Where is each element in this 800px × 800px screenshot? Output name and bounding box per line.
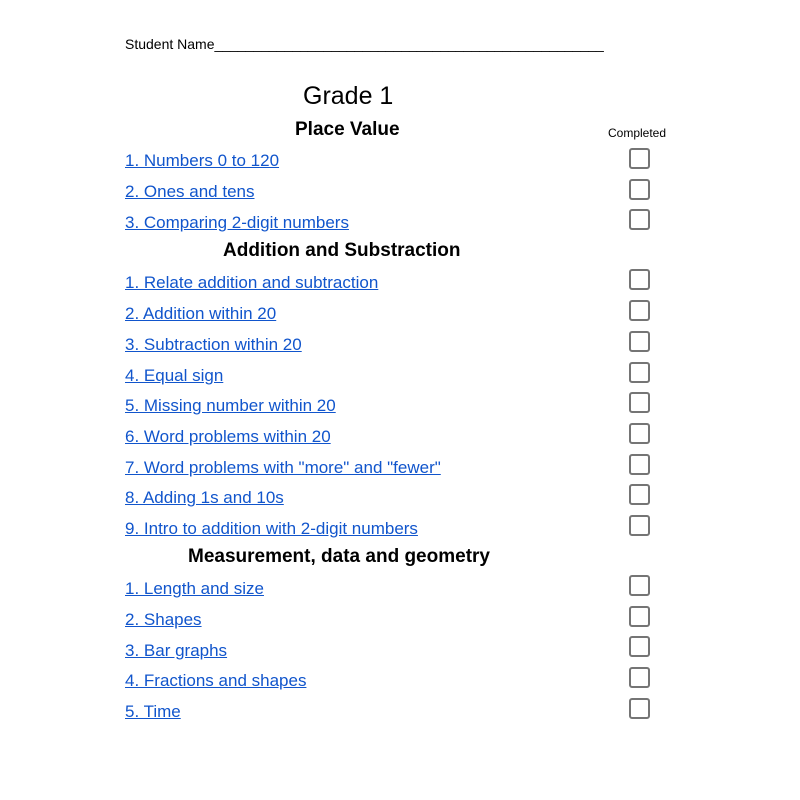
- completed-checkbox[interactable]: [629, 698, 650, 719]
- page-title: Grade 1: [303, 82, 394, 110]
- lesson-link[interactable]: 6. Word problems within 20: [125, 427, 331, 446]
- lesson-link[interactable]: 3. Subtraction within 20: [125, 335, 302, 354]
- completed-checkbox[interactable]: [629, 636, 650, 657]
- completed-checkbox[interactable]: [629, 362, 650, 383]
- lesson-link[interactable]: 9. Intro to addition with 2-digit numbers: [125, 519, 418, 538]
- completed-checkbox[interactable]: [629, 331, 650, 352]
- completed-checkbox[interactable]: [629, 515, 650, 536]
- completed-checkbox[interactable]: [629, 209, 650, 230]
- lesson-link[interactable]: 4. Fractions and shapes: [125, 671, 307, 690]
- lesson-link[interactable]: 2. Ones and tens: [125, 182, 255, 201]
- section-heading-measurement: Measurement, data and geometry: [188, 546, 490, 567]
- completed-checkbox[interactable]: [629, 606, 650, 627]
- lesson-link[interactable]: 2. Addition within 20: [125, 304, 277, 323]
- completed-checkbox[interactable]: [629, 269, 650, 290]
- completed-checkbox[interactable]: [629, 148, 650, 169]
- lesson-link[interactable]: 8. Adding 1s and 10s: [125, 488, 284, 507]
- completed-checkbox[interactable]: [629, 423, 650, 444]
- section-heading-addition-subtraction: Addition and Substraction: [223, 240, 461, 261]
- lesson-link[interactable]: 2. Shapes: [125, 610, 202, 629]
- lesson-link[interactable]: 1. Relate addition and subtraction: [125, 273, 379, 292]
- completed-checkbox[interactable]: [629, 300, 650, 321]
- lesson-link[interactable]: 5. Missing number within 20: [125, 396, 336, 415]
- completed-checkbox[interactable]: [629, 179, 650, 200]
- lesson-link[interactable]: 5. Time: [125, 702, 181, 721]
- lesson-link[interactable]: 1. Length and size: [125, 579, 264, 598]
- completed-checkbox[interactable]: [629, 484, 650, 505]
- lesson-link[interactable]: 3. Bar graphs: [125, 641, 228, 660]
- lesson-link[interactable]: 1. Numbers 0 to 120: [125, 151, 280, 170]
- completed-checkbox[interactable]: [629, 454, 650, 475]
- completed-checkbox[interactable]: [629, 392, 650, 413]
- completed-column-label: Completed: [608, 126, 667, 140]
- completed-checkbox[interactable]: [629, 575, 650, 596]
- completed-checkbox[interactable]: [629, 667, 650, 688]
- section-heading-place-value: Place Value: [295, 119, 400, 140]
- student-name-line: Student Name__________________________________________________: [125, 36, 604, 52]
- lesson-link[interactable]: 3. Comparing 2-digit numbers: [125, 213, 349, 232]
- lesson-link[interactable]: 7. Word problems with "more" and "fewer": [125, 458, 441, 477]
- lesson-link[interactable]: 4. Equal sign: [125, 366, 224, 385]
